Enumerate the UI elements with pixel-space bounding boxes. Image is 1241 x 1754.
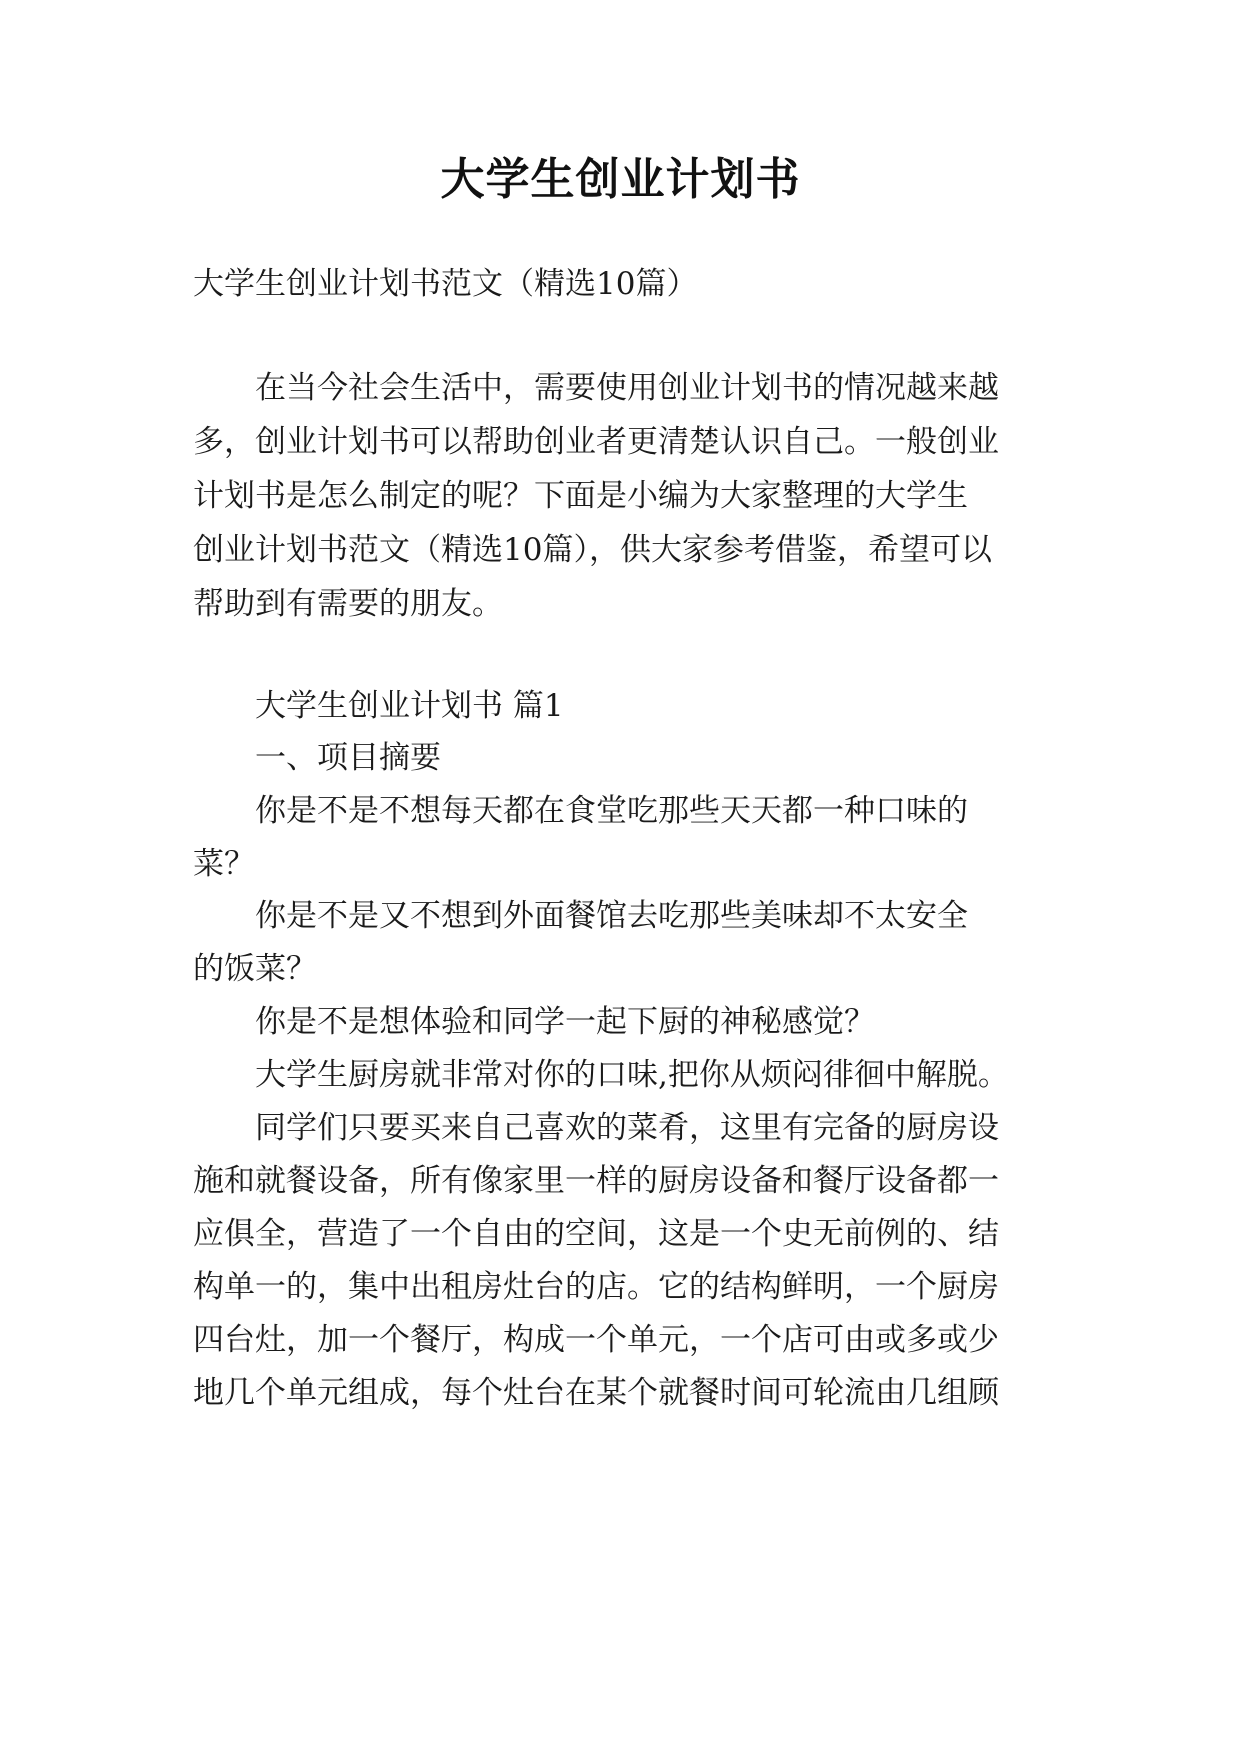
body-line: 你是不是又不想到外面餐馆去吃那些美味却不太安全 — [255, 898, 968, 934]
intro-line: 创业计划书范文（精选10篇），供大家参考借鉴，希望可以 — [193, 532, 992, 568]
body-line: 大学生厨房就非常对你的口味,把你从烦闷徘徊中解脱。 — [255, 1057, 1009, 1093]
intro-line: 帮助到有需要的朋友。 — [193, 586, 503, 622]
body-line: 四台灶，加一个餐厅，构成一个单元，一个店可由或多或少 — [193, 1322, 999, 1358]
body-line: 菜？ — [193, 846, 255, 882]
body-line: 同学们只要买来自己喜欢的菜肴，这里有完备的厨房设 — [255, 1110, 999, 1146]
document-subtitle: 大学生创业计划书范文（精选10篇） — [193, 266, 698, 302]
body-line: 你是不是想体验和同学一起下厨的神秘感觉？ — [255, 1004, 875, 1040]
intro-line: 计划书是怎么制定的呢？下面是小编为大家整理的大学生 — [193, 478, 968, 514]
section-heading: 大学生创业计划书 篇1 — [255, 688, 564, 724]
body-line: 构单一的，集中出租房灶台的店。它的结构鲜明，一个厨房 — [193, 1269, 999, 1305]
subsection-heading: 一、项目摘要 — [255, 740, 441, 776]
document-title: 大学生创业计划书 — [440, 154, 801, 205]
intro-line: 多，创业计划书可以帮助创业者更清楚认识自己。一般创业 — [193, 424, 999, 460]
body-line: 应俱全，营造了一个自由的空间，这是一个史无前例的、结 — [193, 1216, 999, 1252]
intro-line: 在当今社会生活中，需要使用创业计划书的情况越来越 — [255, 370, 999, 406]
body-line: 你是不是不想每天都在食堂吃那些天天都一种口味的 — [255, 793, 968, 829]
body-line: 地几个单元组成，每个灶台在某个就餐时间可轮流由几组顾 — [193, 1375, 999, 1411]
body-line: 的饭菜？ — [193, 951, 317, 987]
body-line: 施和就餐设备，所有像家里一样的厨房设备和餐厅设备都一 — [193, 1163, 999, 1199]
